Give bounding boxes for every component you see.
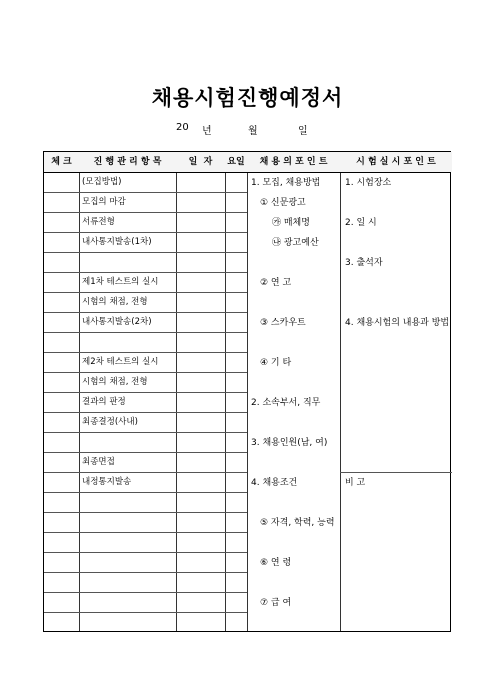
schedule-item: 제2차 테스트의 실시 xyxy=(82,357,159,367)
row-divider xyxy=(44,472,247,473)
remarks-label: 비 고 xyxy=(345,478,366,488)
column-divider xyxy=(247,152,248,631)
exam-point-3: 3. 출석자 xyxy=(345,258,383,268)
recruit-point-4: 4. 채용조건 xyxy=(251,478,298,488)
schedule-item: 내사통지발송(1차) xyxy=(82,237,152,247)
schedule-item: 내정통지발송 xyxy=(82,477,132,487)
exam-point-4: 4. 채용시험의 내용과 방법 xyxy=(345,318,450,328)
schedule-table xyxy=(43,151,451,632)
row-divider xyxy=(44,192,247,193)
header-check: 체 크 xyxy=(44,152,79,172)
remarks-divider xyxy=(340,472,452,473)
exam-point-2: 2. 일 시 xyxy=(345,218,377,228)
schedule-item: 결과의 판정 xyxy=(82,397,126,407)
schedule-item: 시험의 채점, 전형 xyxy=(82,297,148,307)
schedule-item: 최종결정(사내) xyxy=(82,417,138,427)
date-year-prefix: 20 xyxy=(176,122,189,133)
row-divider xyxy=(44,552,247,553)
header-date: 일 자 xyxy=(176,152,225,172)
schedule-item: 시험의 채점, 전형 xyxy=(82,377,148,387)
row-divider xyxy=(44,452,247,453)
row-divider xyxy=(44,592,247,593)
row-divider xyxy=(44,212,247,213)
recruit-point-1-1: ① 신문광고 xyxy=(260,198,306,208)
date-day-label: 일 xyxy=(298,126,308,137)
row-divider xyxy=(44,392,247,393)
recruit-point-4-6: ⑥ 연 령 xyxy=(260,558,292,568)
column-divider xyxy=(340,152,341,631)
schedule-item: (모집방법) xyxy=(82,177,122,187)
recruit-point-1-1-a: ㉮ 매체명 xyxy=(272,218,310,228)
schedule-item: 최종면접 xyxy=(82,457,115,467)
recruit-point-1-3: ③ 스카우트 xyxy=(260,318,306,328)
schedule-item: 제1차 테스트의 실시 xyxy=(82,277,159,287)
row-divider xyxy=(44,492,247,493)
recruit-point-1-2: ② 연 고 xyxy=(260,278,292,288)
schedule-item: 서류전형 xyxy=(82,217,115,227)
schedule-item: 내사통지발송(2차) xyxy=(82,317,152,327)
header-schedule-items: 진 행 관 리 항 목 xyxy=(79,152,176,172)
header-exam-points: 시 험 실 시 포 인 트 xyxy=(340,152,452,172)
header-weekday: 요일 xyxy=(225,152,247,172)
schedule-item: 모집의 마감 xyxy=(82,197,126,207)
exam-point-1: 1. 시험장소 xyxy=(345,178,392,188)
recruit-point-1-4: ④ 기 타 xyxy=(260,358,292,368)
row-divider xyxy=(44,332,247,333)
recruit-point-1-1-b: ㉯ 광고예산 xyxy=(272,238,319,248)
row-divider xyxy=(44,432,247,433)
row-divider xyxy=(44,612,247,613)
recruit-point-4-5: ⑤ 자격, 학력, 능력 xyxy=(260,518,335,528)
row-divider xyxy=(44,532,247,533)
row-divider xyxy=(44,572,247,573)
recruit-point-4-7: ⑦ 급 여 xyxy=(260,598,292,608)
date-year-label: 년 xyxy=(202,126,212,137)
recruit-point-3: 3. 채용인원(남, 여) xyxy=(251,438,328,448)
recruit-point-2: 2. 소속부서, 직무 xyxy=(251,398,321,408)
row-divider xyxy=(44,412,247,413)
row-divider xyxy=(44,512,247,513)
row-divider xyxy=(44,252,247,253)
header-recruit-points: 채 용 의 포 인 트 xyxy=(247,152,340,172)
date-month-label: 월 xyxy=(248,126,258,137)
recruit-point-1: 1. 모집, 채용방법 xyxy=(251,178,321,188)
page-title: 채용시험진행예정서 xyxy=(151,86,344,110)
